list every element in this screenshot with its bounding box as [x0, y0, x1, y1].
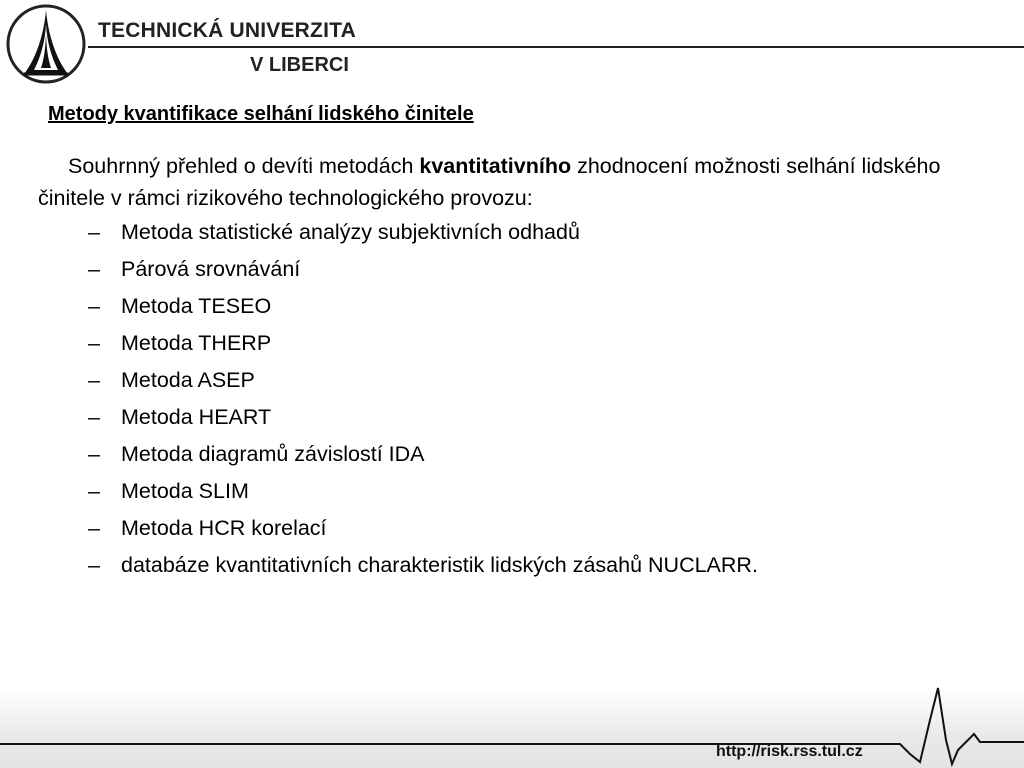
dash-bullet: – [88, 331, 100, 355]
method-label: Metoda TESEO [121, 294, 272, 318]
list-item [88, 325, 758, 362]
list-item [88, 288, 758, 325]
method-label: Metoda SLIM [121, 479, 249, 503]
dash-bullet: – [88, 368, 100, 392]
intro-text-end: zhodnocení možnosti selhání lidského činitele v rámci rizikového technologického provozu: [38, 154, 941, 210]
dash-bullet: – [88, 553, 100, 577]
header-divider [88, 46, 1024, 48]
intro-bold-word: kvantitativního [419, 154, 572, 178]
list-item [88, 362, 758, 399]
dash-bullet: – [88, 405, 100, 429]
list-item [88, 214, 758, 251]
method-label: Metoda statistické analýzy subjektivních odhadů [121, 220, 580, 244]
slide-header [0, 0, 1024, 92]
method-label: Párová srovnávání [121, 257, 301, 281]
method-label: Metoda ASEP [121, 368, 255, 392]
dash-bullet: – [88, 257, 100, 281]
list-item [88, 547, 758, 584]
slide-title: Metody kvantifikace selhání lidského činitele [48, 103, 474, 125]
method-label: Metoda THERP [121, 331, 272, 355]
university-city: V LIBERCI [250, 54, 349, 76]
list-item [88, 510, 758, 547]
intro-paragraph [38, 150, 978, 214]
method-label: Metoda HEART [121, 405, 272, 429]
university-name: TECHNICKÁ UNIVERZITA [98, 19, 356, 42]
dash-bullet: – [88, 479, 100, 503]
method-label: Metoda HCR korelací [121, 516, 327, 540]
dash-bullet: – [88, 294, 100, 318]
list-item [88, 473, 758, 510]
list-item [88, 251, 758, 288]
footer-url: http://risk.rss.tul.cz [716, 743, 863, 760]
dash-bullet: – [88, 220, 100, 244]
method-label: Metoda diagramů závislostí IDA [121, 442, 425, 466]
list-item [88, 399, 758, 436]
dash-bullet: – [88, 516, 100, 540]
list-item [88, 436, 758, 473]
method-label: databáze kvantitativních charakteristik lidských zásahů NUCLARR. [121, 553, 758, 577]
tul-logo-icon [6, 4, 86, 84]
dash-bullet: – [88, 442, 100, 466]
method-list [88, 214, 758, 584]
pulse-line-icon [0, 680, 1024, 768]
intro-text-start: Souhrnný přehled o devíti metodách [68, 154, 420, 178]
